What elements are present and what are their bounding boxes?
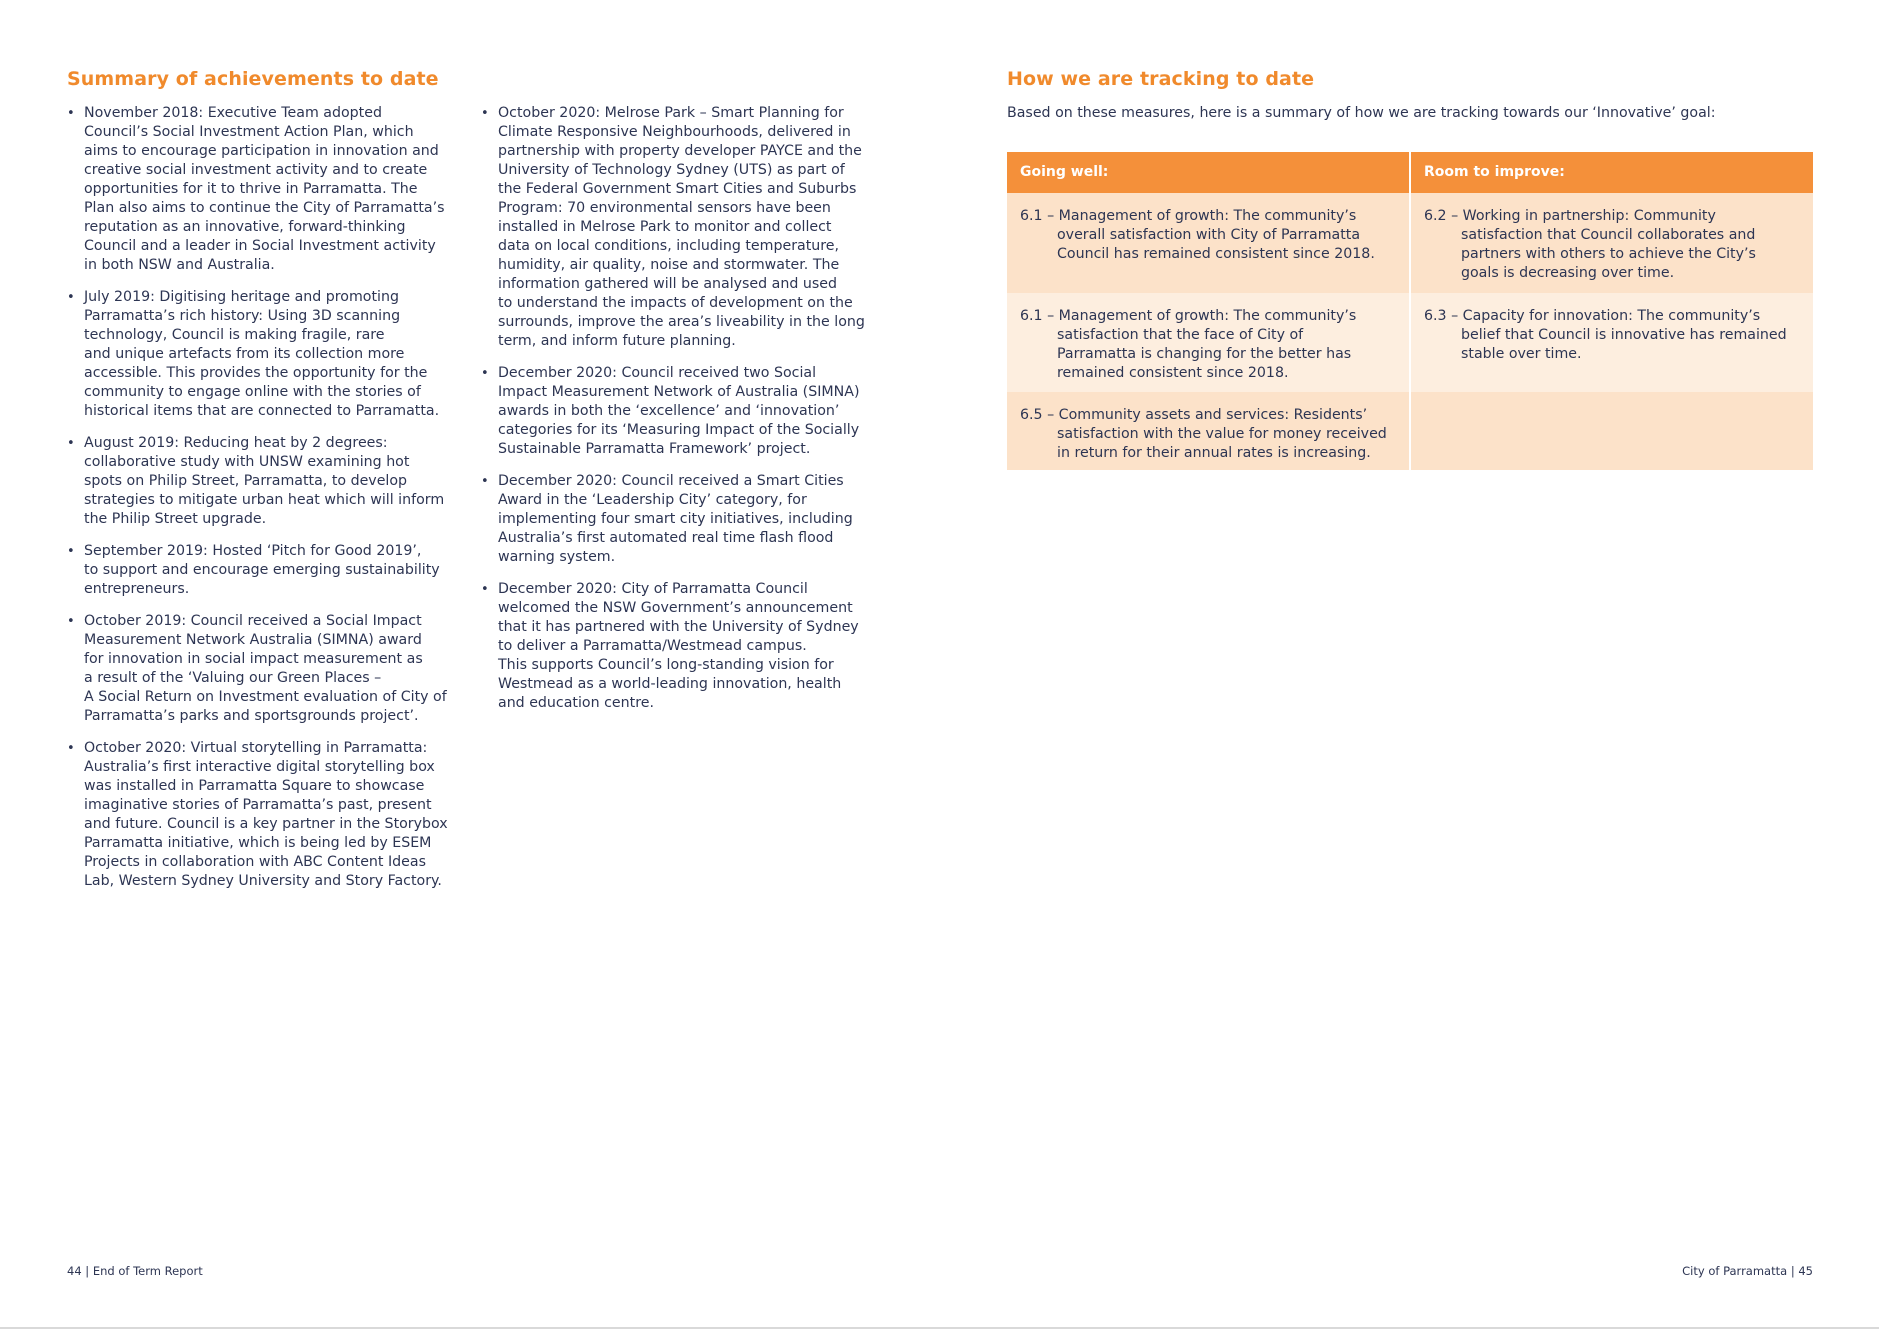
achievements-list-column-1 bbox=[67, 104, 462, 904]
room-to-improve-cell bbox=[1410, 193, 1813, 293]
achievements-list-column-2 bbox=[481, 104, 879, 726]
table-row bbox=[1007, 193, 1813, 293]
table-header-row bbox=[1007, 152, 1813, 193]
table-row bbox=[1007, 293, 1813, 392]
achievement-item: • July 2019: Digitising heritage and promoting Parramatta’s rich history: Using 3D scanning technology, Council is making fragile, rare and unique artefacts from its collection more accessible. This provides the opportunity for the community to engage online with the stories of historical items that are connected to Parramatta. bbox=[67, 288, 462, 421]
measure-text: 6.1 – Management of growth: The community’s overall satisfaction with City of Parramatta Council has remained consistent since 2018. bbox=[1020, 208, 1375, 262]
achievement-item: • December 2020: City of Parramatta Council welcomed the NSW Government’s announcement that it has partnered with the University of Sydney to deliver a Parramatta/Westmead campus. This supports Council’s long-standing vision for Westmead as a world-leading innovation, health and education centre. bbox=[481, 580, 879, 713]
achievement-item: • September 2019: Hosted ‘Pitch for Good 2019’, to support and encourage emerging sustainability entrepreneurs. bbox=[67, 542, 462, 599]
footer-right-page-number: City of Parramatta | 45 bbox=[1682, 1264, 1813, 1278]
footer-left-page-number: 44 | End of Term Report bbox=[67, 1264, 203, 1278]
achievement-item: • December 2020: Council received two Social Impact Measurement Network of Australia (SIMNA) awards in both the ‘excellence’ and ‘innovation’ categories for its ‘Measuring Impact of the Socially Sustainable Parramatta Framework’ project. bbox=[481, 364, 879, 459]
room-to-improve-cell bbox=[1410, 293, 1813, 392]
achievement-item: • October 2019: Council received a Social Impact Measurement Network Australia (SIMNA) award for innovation in social impact measurement as a result of the ‘Valuing our Green Places – A Social Return on Investment evaluation of City of Parramatta’s parks and sportsgrounds project’. bbox=[67, 612, 462, 726]
achievement-item: • December 2020: Council received a Smart Cities Award in the ‘Leadership City’ category, for implementing four smart city initiatives, including Australia’s first automated real time flash flood warning system. bbox=[481, 472, 879, 567]
room-to-improve-header: Room to improve: bbox=[1410, 152, 1813, 193]
achievement-item: • October 2020: Melrose Park – Smart Planning for Climate Responsive Neighbourhoods, delivered in partnership with property developer PAYCE and the University of Technology Sydney (UTS) as part of the Federal Government Smart Cities and Suburbs Program: 70 environmental sensors have been installed in Melrose Park to monitor and collect data on local conditions, including temperature, humidity, air quality, noise and stormwater. The information gathered will be analysed and used to understand the impacts of development on the surrounds, improve the area’s liveability in the long term, and inform future planning. bbox=[481, 104, 879, 351]
going-well-cell bbox=[1007, 392, 1410, 470]
summary-heading: Summary of achievements to date bbox=[67, 68, 439, 90]
measure-text: 6.1 – Management of growth: The community’s satisfaction that the face of City of Parramatta is changing for the better has remained consistent since 2018. bbox=[1020, 308, 1357, 381]
tracking-table bbox=[1007, 152, 1813, 470]
room-to-improve-cell bbox=[1410, 392, 1813, 470]
going-well-cell bbox=[1007, 293, 1410, 392]
measure-text: 6.2 – Working in partnership: Community satisfaction that Council collaborates and partners with others to achieve the City’s goals is decreasing over time. bbox=[1424, 208, 1756, 281]
tracking-heading: How we are tracking to date bbox=[1007, 68, 1315, 90]
table-row bbox=[1007, 392, 1813, 470]
measure-text: 6.3 – Capacity for innovation: The community’s belief that Council is innovative has remained stable over time. bbox=[1424, 308, 1787, 362]
achievement-item: • November 2018: Executive Team adopted Council’s Social Investment Action Plan, which aims to encourage participation in innovation and creative social investment activity and to create opportunities for it to thrive in Parramatta. The Plan also aims to continue the City of Parramatta’s reputation as an innovative, forward-thinking Council and a leader in Social Investment activity in both NSW and Australia. bbox=[67, 104, 462, 275]
measure-text: 6.5 – Community assets and services: Residents’ satisfaction with the value for money received in return for their annual rates is increasing. bbox=[1020, 407, 1387, 461]
achievement-item: • October 2020: Virtual storytelling in Parramatta: Australia’s first interactive digital storytelling box was installed in Parramatta Square to showcase imaginative stories of Parramatta’s past, present and future. Council is a key partner in the Storybox Parramatta initiative, which is being led by ESEM Projects in collaboration with ABC Content Ideas Lab, Western Sydney University and Story Factory. bbox=[67, 739, 462, 891]
achievement-item: • August 2019: Reducing heat by 2 degrees: collaborative study with UNSW examining hot spots on Philip Street, Parramatta, to develop strategies to mitigate urban heat which will inform the Philip Street upgrade. bbox=[67, 434, 462, 529]
going-well-cell bbox=[1007, 193, 1410, 293]
going-well-header: Going well: bbox=[1007, 152, 1410, 193]
tracking-intro: Based on these measures, here is a summary of how we are tracking towards our ‘Innovative’ goal: bbox=[1007, 105, 1716, 121]
